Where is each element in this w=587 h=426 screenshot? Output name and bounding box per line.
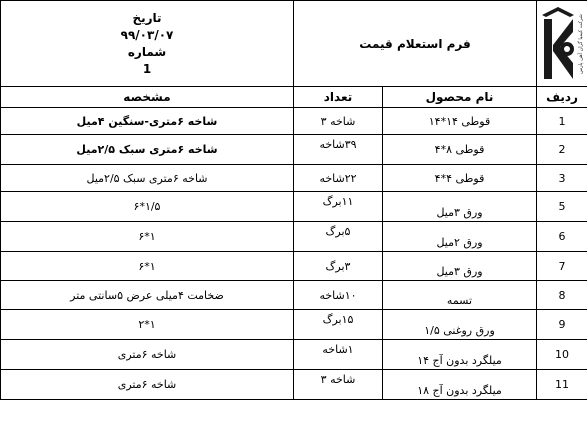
row-index: 9 — [537, 310, 587, 340]
row-product: تسمه — [383, 281, 537, 310]
row-product: ورق ۲میل — [383, 222, 537, 252]
table-row — [1, 222, 587, 252]
row-product: قوطی ۸*۴ — [383, 135, 537, 165]
row-spec: ضخامت ۴میلی عرض ۵سانتی متر — [1, 281, 294, 310]
table-row — [1, 108, 587, 135]
table-row — [1, 165, 587, 192]
form-title: فرم استعلام قیمت — [294, 1, 537, 87]
row-spec: شاخه ۶متری سبک ۲/۵میل — [1, 165, 294, 192]
form-meta — [1, 1, 294, 87]
table-row — [1, 252, 587, 281]
row-spec: ۱*۶ — [1, 222, 294, 252]
row-index: 5 — [537, 192, 587, 222]
row-quantity: شاخه ۳ — [294, 370, 383, 400]
row-product: میلگرد بدون آج ۱۸ — [383, 370, 537, 400]
column-header-spec: مشخصه — [1, 87, 294, 108]
row-spec: شاخه ۶متری سبک ۲/۵میل — [1, 135, 294, 165]
form-header-row — [1, 1, 587, 87]
row-product: قوطی ۱۴*۱۴ — [383, 108, 537, 135]
row-product: ورق روغنی ۱/۵ — [383, 310, 537, 340]
row-quantity: ۳۹شاخه — [294, 135, 383, 165]
row-product: ورق ۳میل — [383, 252, 537, 281]
company-logo-text: شرکت کیمیا گران آهن پارس — [578, 13, 584, 74]
row-quantity: ۵برگ — [294, 222, 383, 252]
row-index: 8 — [537, 281, 587, 310]
row-index: 7 — [537, 252, 587, 281]
row-spec: ۱*۲ — [1, 310, 294, 340]
row-index: 3 — [537, 165, 587, 192]
row-index: 1 — [537, 108, 587, 135]
row-index: 10 — [537, 340, 587, 370]
row-spec: ۱*۶ — [1, 252, 294, 281]
row-index: 6 — [537, 222, 587, 252]
row-quantity: ۱۵برگ — [294, 310, 383, 340]
row-product: میلگرد بدون آج ۱۴ — [383, 340, 537, 370]
row-index: 2 — [537, 135, 587, 165]
table-row — [1, 340, 587, 370]
row-quantity: ۱۰شاخه — [294, 281, 383, 310]
table-header-row — [1, 87, 587, 108]
row-index: 11 — [537, 370, 587, 400]
company-logo-icon — [540, 5, 576, 83]
row-product: قوطی ۴*۴ — [383, 165, 537, 192]
row-product: ورق ۳میل — [383, 192, 537, 222]
table-row — [1, 192, 587, 222]
column-header-product: نام محصول — [383, 87, 537, 108]
row-quantity: شاخه ۳ — [294, 108, 383, 135]
row-quantity: ۱۱برگ — [294, 192, 383, 222]
table-row — [1, 370, 587, 400]
column-header-quantity: تعداد — [294, 87, 383, 108]
row-spec: شاخه ۶متری-سنگین ۴میل — [1, 108, 294, 135]
row-quantity: ۲۲شاخه — [294, 165, 383, 192]
row-quantity: ۳برگ — [294, 252, 383, 281]
date-label: تاریخ — [132, 10, 162, 25]
table-row — [1, 281, 587, 310]
number-value: 1 — [142, 61, 152, 76]
date-value: ۹۹/۰۳/۰۷ — [120, 27, 174, 42]
row-spec: شاخه ۶متری — [1, 340, 294, 370]
row-spec: ۱/۵*۶ — [1, 192, 294, 222]
column-header-index: ردیف — [537, 87, 587, 108]
table-row — [1, 135, 587, 165]
company-logo — [537, 1, 587, 87]
table-row — [1, 310, 587, 340]
number-label: شماره — [127, 44, 167, 59]
row-quantity: ۱شاخه — [294, 340, 383, 370]
row-spec: شاخه ۶متری — [1, 370, 294, 400]
